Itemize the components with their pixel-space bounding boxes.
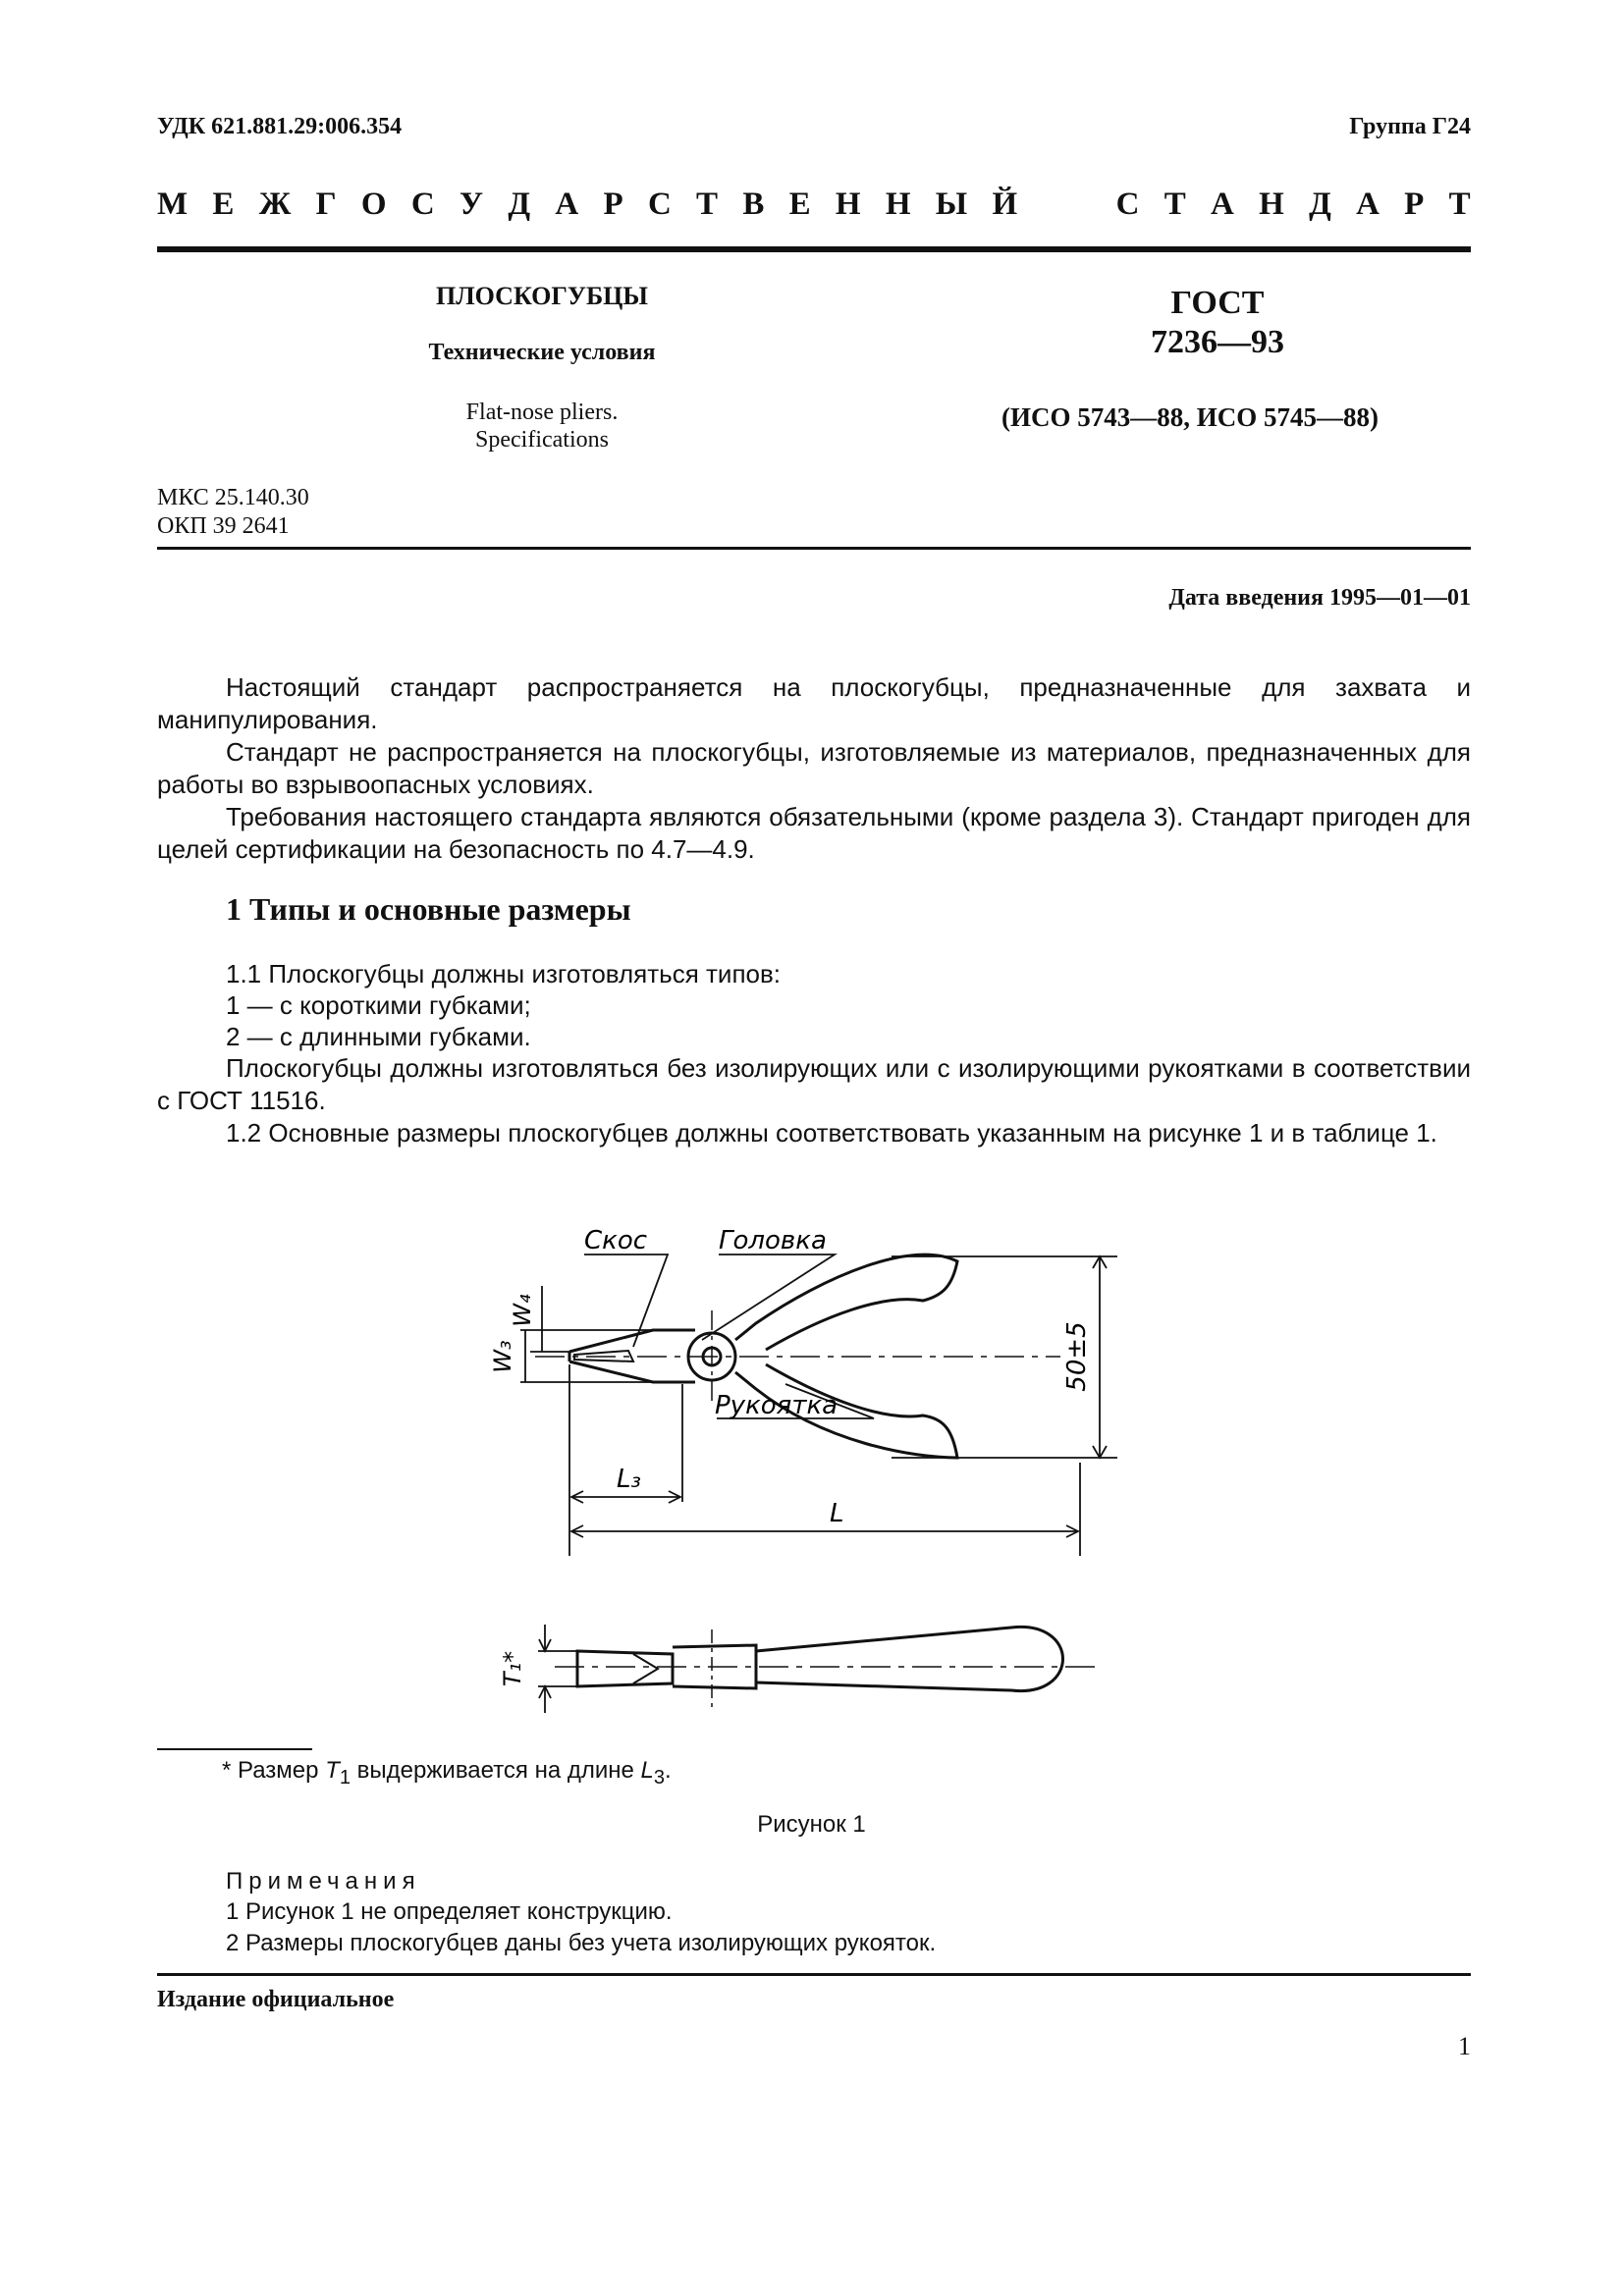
label-golovka: Головка: [719, 1226, 827, 1255]
pliers-drawing: [461, 1207, 1129, 1728]
english-title-line1: Flat-nose pliers.: [465, 400, 619, 425]
heading-letter: Ы: [935, 187, 968, 222]
footnote-dot: .: [665, 1757, 672, 1784]
mks-code: МКС 25.140.30: [157, 485, 309, 510]
dim-l: L: [830, 1499, 844, 1528]
section-1-p1-text: 1.1 Плоскогубцы должны изготовляться типов:: [226, 959, 782, 988]
dim-w4: W₄: [509, 1294, 536, 1327]
interstate-standard-heading: [157, 187, 1471, 223]
heading-letter: Е: [788, 187, 811, 222]
section-1-heading: 1 Типы и основные размеры: [226, 891, 631, 927]
okp-code: ОКП 39 2641: [157, 513, 290, 539]
section-1-p2: [157, 989, 1471, 1022]
footnote: [222, 1757, 672, 1789]
footer-rule: [157, 1973, 1471, 1976]
footnote-rule: [157, 1748, 312, 1750]
intro-paragraph-3-text: Требования настоящего стандарта являются обязательными (кроме раздела 3). Стандарт пригоден для целей сертификации на безопасность по 4.7—4.9.: [157, 802, 1471, 864]
golovka-leader: [702, 1255, 835, 1340]
upper-jaw-line: [569, 1330, 677, 1352]
section-1-p5: [157, 1117, 1471, 1149]
heading-letter: А: [1356, 187, 1380, 222]
dim-w3: W₃: [489, 1340, 516, 1373]
heading-letter: Д: [508, 187, 531, 222]
english-title-line2: Specifications: [475, 427, 609, 453]
edition-label: Издание официальное: [157, 1987, 395, 2012]
note-1: 1 Рисунок 1 не определяет конструкцию.: [226, 1898, 673, 1925]
document-subtitle: Технические условия: [428, 340, 656, 365]
section-1-p4: [157, 1052, 1471, 1117]
heading-letter: Т: [1163, 187, 1186, 222]
document-title: ПЛОСКОГУБЦЫ: [436, 282, 648, 310]
heading-letter: О: [360, 187, 387, 222]
udk-code: УДК 621.881.29:006.354: [157, 114, 403, 139]
heading-letter: Ж: [258, 187, 292, 222]
dim-l3: L₃: [617, 1465, 641, 1494]
heading-letter: А: [555, 187, 579, 222]
heading-letter: М: [157, 187, 189, 222]
heading-letter: С: [647, 187, 672, 222]
label-rukoyatka: Рукоятка: [715, 1391, 839, 1420]
intro-paragraph-1-text: Настоящий стандарт распространяется на плоскогубцы, предназначенные для захвата и манипулирования.: [157, 672, 1471, 734]
title-rule: [157, 547, 1471, 550]
heading-letter: Т: [1448, 187, 1471, 222]
heading-letter: Н: [1259, 187, 1284, 222]
footnote-star: *: [222, 1757, 232, 1784]
figure-caption: Рисунок 1: [757, 1811, 866, 1838]
section-1-p5-text: 1.2 Основные размеры плоскогубцев должны соответствовать указанным на рисунке 1 и в таблице 1.: [226, 1118, 1437, 1148]
heading-letter: С: [1115, 187, 1140, 222]
pliers-side-view: [577, 1627, 1063, 1690]
section-1-p1: [157, 958, 1471, 990]
gost-number: 7236—93: [1151, 324, 1284, 360]
heading-letter: Е: [212, 187, 235, 222]
lower-jaw-line: [569, 1362, 677, 1382]
heading-letter: Н: [835, 187, 861, 222]
t1-dimension: [538, 1625, 577, 1713]
side-handle: [756, 1627, 1063, 1690]
section-1-p3: [157, 1021, 1471, 1053]
note-2: 2 Размеры плоскогубцев даны без учета изолирующих рукояток.: [226, 1930, 937, 1956]
page-number: 1: [1458, 2032, 1471, 2060]
label-skos: Скос: [584, 1226, 648, 1255]
group-code: Группа Г24: [1349, 114, 1471, 139]
section-1-p3-text: 2 — с длинными губками.: [226, 1022, 531, 1051]
dim-height: 50±5: [1062, 1321, 1092, 1392]
skos-leader: [584, 1255, 668, 1347]
header-rule: [157, 246, 1471, 252]
section-1-p2-text: 1 — с короткими губками;: [226, 990, 531, 1020]
heading-letter: Д: [1309, 187, 1331, 222]
section-1-p4-text: Плоскогубцы должны изготовляться без изолирующих или с изолирующими рукоятками в соответствии с ГОСТ 11516.: [157, 1053, 1471, 1115]
word-gap: [1042, 187, 1091, 223]
heading-letter: А: [1211, 187, 1234, 222]
heading-letter: Г: [315, 187, 337, 222]
heading-letter: С: [410, 187, 435, 222]
intro-paragraph-1: [157, 671, 1471, 736]
footnote-text-b: выдерживается на длине: [356, 1757, 634, 1784]
heading-letter: Т: [696, 187, 719, 222]
footnote-t1-sub: 1: [339, 1766, 351, 1789]
footnote-text-a: Размер: [238, 1757, 319, 1784]
heading-letter: Н: [885, 187, 911, 222]
heading-letter: Й: [992, 187, 1018, 222]
heading-letter: Р: [603, 187, 623, 222]
intro-paragraph-3: [157, 801, 1471, 866]
introduction-date: Дата введения 1995—01—01: [1168, 585, 1471, 611]
notes-title: Примечания: [226, 1868, 421, 1895]
footnote-l3-sub: 3: [653, 1766, 666, 1789]
intro-paragraph-2-text: Стандарт не распространяется на плоскогубцы, изготовляемые из материалов, предназначенных для работы во взрывоопасных условиях.: [157, 737, 1471, 799]
heading-letter: Р: [1404, 187, 1425, 222]
intro-paragraph-2: [157, 736, 1471, 801]
heading-letter: В: [742, 187, 765, 222]
footnote-l3: L: [640, 1757, 654, 1784]
heading-letter: У: [459, 187, 484, 222]
upper-handle: [735, 1255, 957, 1350]
dim-t1: T₁*: [499, 1650, 526, 1687]
footnote-t1: T: [325, 1757, 340, 1784]
iso-reference: (ИСО 5743—88, ИСО 5745—88): [1001, 402, 1379, 432]
gost-label: ГОСТ: [1170, 285, 1265, 321]
